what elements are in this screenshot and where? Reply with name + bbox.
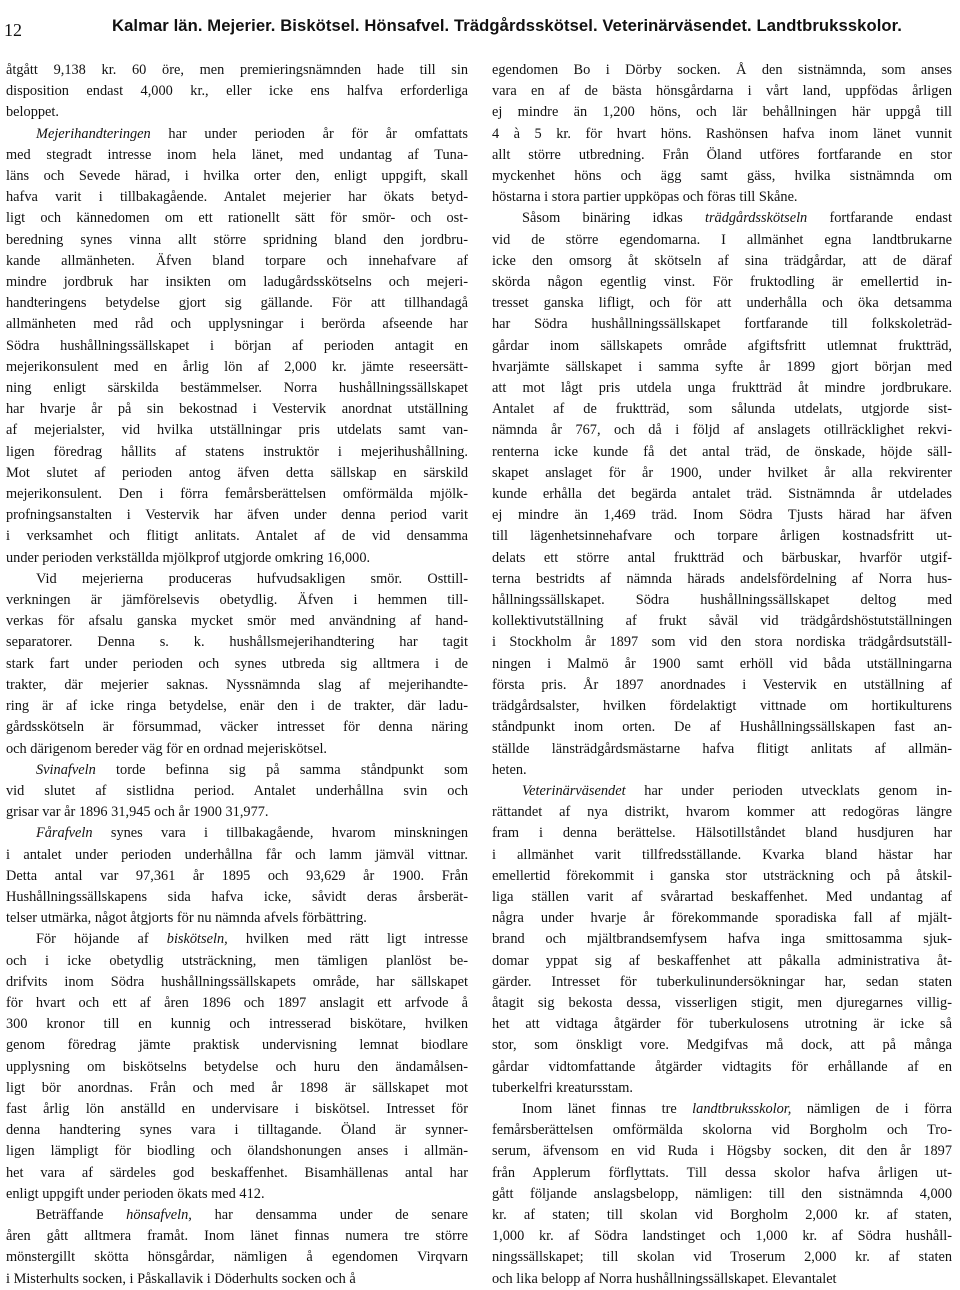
line-text: emellertid förekommit i ganska stor utsträckning och på åtskil-	[492, 867, 952, 884]
line-text: grisar var år 1896 31,945 och år 1900 31,977.	[6, 804, 269, 821]
line-text: åtagit sig bekosta dessa, visserligen stigit, men djuregarnes villig-	[492, 994, 952, 1011]
text-line	[492, 845, 952, 866]
text-line	[492, 336, 952, 357]
italic-keyword: biskötseln,	[166, 931, 228, 948]
line-text: af mejerialster, vid hvilka utställningar pris utdelats samt van-	[6, 422, 468, 439]
text-line	[6, 802, 468, 823]
text-line	[492, 1247, 952, 1268]
text-line	[492, 484, 952, 505]
text-line	[492, 739, 952, 760]
text-line	[6, 887, 468, 908]
line-text: till lägenhetsinnehafvare och torpare årligen kostnadsfritt ut-	[492, 528, 952, 545]
text-line	[492, 272, 952, 293]
text-line	[492, 314, 952, 335]
text-line	[492, 654, 952, 675]
text-line	[492, 81, 952, 102]
text-line	[6, 505, 468, 526]
text-line	[492, 124, 952, 145]
italic-keyword: landtbruksskolor,	[692, 1100, 792, 1117]
line-text: skapet anslaget för år 1900, under hvilket år alla rekvirenter	[492, 464, 952, 481]
italic-keyword: Fårafveln	[36, 825, 93, 842]
text-line	[492, 887, 952, 908]
line-text: heten.	[492, 761, 527, 778]
text-line	[492, 420, 952, 441]
line-text: i Misterhults socken, i Påskallavik i Döderhults socken och å	[6, 1270, 356, 1287]
line-text: att mot lågt pris utdela unga fruktträd åt mindre jordbrukare.	[492, 380, 952, 397]
text-line	[492, 611, 952, 632]
text-line	[492, 569, 952, 590]
line-text: ligen föredrag hållits af statens instruktör i mejerihushållning.	[6, 443, 468, 460]
line-text: icke den omsorg åt skötseln af sina trädgårdar, att de däraf	[492, 252, 952, 269]
line-text: ej mindre än 1,469 träd. Inom Södra Tjusts härad har äfven	[492, 507, 952, 524]
text-line	[492, 1057, 952, 1078]
text-line	[6, 845, 468, 866]
page-number: 12	[4, 20, 22, 40]
text-line	[6, 760, 468, 781]
line-text: beloppet.	[6, 104, 59, 121]
line-text: i antalet under perioden underhållna får och lamm jämväl vittnar.	[6, 846, 468, 863]
line-text: har hvarje år på sin bekostnad i Vestervik anordnat utställning	[6, 401, 468, 418]
line-text: upplysning om biskötselns betydelse och huru den ändamålsen-	[6, 1058, 468, 1075]
text-line	[6, 739, 468, 760]
text-line	[492, 1078, 952, 1099]
text-line	[6, 1269, 468, 1290]
line-text: brand och mjältbrandsemfysem hafva inga smittosamma sjuk-	[492, 931, 952, 948]
line-text: Mot slutet af perioden antog äfven detta sällskap en särskild	[6, 464, 468, 481]
line-text: mindre jordbruk har insikten om ladugårdsskötselns och mejeri-	[6, 274, 468, 291]
line-text: kollektivutställning af frukt såväl vid trädgårdshöstutställningen	[492, 613, 952, 630]
line-text: domar yppat sig af beskaffenhet att påkalla administrativa åt-	[492, 952, 952, 969]
line-text: verkas för afsalu ganska mycket smör med användning af hand-	[6, 613, 468, 630]
text-line	[492, 187, 952, 208]
text-line	[6, 632, 468, 653]
text-line	[6, 1163, 468, 1184]
line-text: mejerikonsulent. Den i förra femårsberättelsen omförmälda mjölk-	[6, 486, 468, 503]
text-line	[492, 908, 952, 929]
line-text: enligt uppgift under perioden ökats med 412.	[6, 1185, 265, 1202]
line-text: vara en af de bästa hönsgårdarna i vårt land, uppfödas årligen	[492, 83, 952, 100]
text-line	[6, 781, 468, 802]
line-text: ställde länsträdgårdsmästarne hafva flitigt anlitats af allmän-	[492, 740, 952, 757]
line-text: tresset ganska lifligt, och för att underhålla och öka detsamma	[492, 295, 952, 312]
line-text: liga ställen varit af svårartad beskaffenhet. Med undantag af	[492, 888, 952, 905]
text-line	[492, 696, 952, 717]
line-text: hållningssällskapet. Södra hushållningssällskapet deltog med	[492, 592, 952, 609]
italic-keyword: hönsafveln,	[126, 1206, 192, 1223]
text-line	[6, 908, 468, 929]
line-text: nämligen de i förra	[791, 1100, 952, 1117]
text-line	[6, 60, 468, 81]
text-line	[6, 145, 468, 166]
text-line	[6, 866, 468, 887]
text-line	[492, 293, 952, 314]
line-text: och i icke obetydlig utsträckning, men tämligen planlöst be-	[6, 952, 468, 969]
text-line	[6, 1014, 468, 1035]
text-line	[6, 654, 468, 675]
text-line	[492, 1226, 952, 1247]
text-line	[6, 590, 468, 611]
line-text: första pris. År 1897 anordnades i Vestervik en utställning af	[492, 676, 952, 693]
line-text: ningen i Malmö år 1900 samt erhöll vid båda utställningarna	[492, 655, 952, 672]
text-line	[492, 802, 952, 823]
line-text: några under hvarje år förekommande sporadiska fall af mjält-	[492, 910, 952, 927]
line-text: under perioden verkställda mjölkprof utgjorde omkring 16,000.	[6, 549, 371, 566]
text-line	[6, 1141, 468, 1162]
line-text: het att vidtaga åtgärder för tuberkulosens utrotning är icke så	[492, 1016, 952, 1033]
line-text: ring är af icke ringa betydelse, enär den i de trakter, där ladu-	[6, 698, 468, 715]
line-text: ligt och kännedomen om ett rationellt sätt för smör- och ost-	[6, 210, 468, 227]
line-text: trakter, där mejerier saknas. Nyssnämnda slag af mejerihandte-	[6, 676, 468, 693]
text-line	[6, 823, 468, 844]
text-line	[492, 1099, 952, 1120]
text-line	[492, 378, 952, 399]
text-line	[492, 102, 952, 123]
line-text: åtgått 9,138 kr. 60 öre, men premieringsnämnden hade till sin	[6, 62, 468, 78]
line-text: myckenhet höns och ägg samt gäss, hvilka sistnämnda om	[492, 168, 952, 185]
line-text: fast årlig lön anställd en undervisare i biskötsel. Intresset för	[6, 1100, 468, 1117]
line-text: serum, äfvensom en vid Ruda i Högsby socken, dit den år 1897	[492, 1143, 952, 1160]
text-line	[492, 1035, 952, 1056]
line-text: i verksamhet och flitigt anlitats. Antalet af de vid densamma	[6, 528, 468, 545]
line-text: från Applerum förflyttats. Till dessa skolor hafva årligen ut-	[492, 1164, 952, 1181]
text-line	[6, 929, 468, 950]
line-text: Detta antal var 97,361 år 1895 och 93,629 år 1900. Från	[6, 867, 468, 884]
italic-keyword: Mejerihandteringen	[36, 125, 151, 142]
line-text: rättandet af nya distrikt, hvarom kommer att redogöras längre	[492, 804, 952, 821]
text-line	[492, 1269, 952, 1290]
line-text: ligt bör anordnas. Från och med år 1898 är sällskapet mot	[6, 1079, 468, 1096]
line-text: tuberkelfri kreatursstam.	[492, 1079, 633, 1096]
text-line	[492, 463, 952, 484]
line-text: gårdar inom sällskapets område afgiftsfritt utlemnat fruktträd,	[492, 337, 952, 354]
text-line	[492, 505, 952, 526]
text-line	[6, 1205, 468, 1226]
line-text: trädgårdsalster, hvilken fördelaktigt vittnade om hortikulturens	[492, 698, 952, 715]
text-line	[6, 102, 468, 123]
text-line	[6, 1120, 468, 1141]
line-text: ej mindre än 1,200 höns, och lär behållningen här uppgå till	[492, 104, 952, 121]
text-line	[6, 1035, 468, 1056]
text-line	[6, 951, 468, 972]
text-line	[6, 548, 468, 569]
text-line	[492, 632, 952, 653]
line-text: har under perioden utvecklats genom in-	[625, 782, 952, 799]
line-text: ning enligt särskilda bestämmelser. Norra hushållningssällskapet	[6, 380, 468, 397]
text-line	[6, 675, 468, 696]
text-line	[6, 251, 468, 272]
line-text: drifvits inom Södra hushållningssällskapets område, har sällskapet	[6, 973, 468, 990]
text-line	[6, 1226, 468, 1247]
text-line	[492, 1141, 952, 1162]
line-text: ligen lämpligt för biodling och ölandshonungen anses i allmän-	[6, 1143, 468, 1160]
line-text: gårdsskötseln är försummad, väcker intresset för denna näring	[6, 719, 468, 736]
line-text: fortfarande endast	[807, 210, 952, 227]
text-line	[6, 1078, 468, 1099]
text-line	[6, 1099, 468, 1120]
line-text: delats ett större antal fruktträd och bärbuskar, hvarför utgif-	[492, 549, 952, 566]
text-line	[6, 1057, 468, 1078]
text-line	[6, 484, 468, 505]
line-text: och därigenom bereder väg för en ordnad mejeriskötsel.	[6, 740, 328, 757]
line-text: höstarna i stora partier uppköpas och föras till Skåne.	[492, 189, 798, 206]
line-text: verkningen är jämförelsevis obetydlig. Äfven i hemmen till-	[6, 592, 468, 609]
text-line	[492, 1205, 952, 1226]
text-line	[6, 696, 468, 717]
text-line	[492, 208, 952, 229]
line-text: terna bestridts af nämnda härads andelsfördelning af Norra hus-	[492, 570, 952, 587]
text-line	[492, 590, 952, 611]
text-line	[6, 208, 468, 229]
text-line	[6, 611, 468, 632]
line-text: läns och Sevede härad, i hvilka orter den, enligt uppgift, skall	[6, 168, 468, 185]
text-line	[492, 866, 952, 887]
text-line	[6, 272, 468, 293]
line-text: ningssällskapet; till skolan vid Troserum 2,000 kr. af staten	[492, 1249, 952, 1266]
line-text: disposition endast 4,000 kr., eller icke ens halfva erforderliga	[6, 83, 468, 100]
line-text: allt större utbredning. Från Öland utföres fortfarande en stor	[492, 146, 952, 163]
text-line	[492, 166, 952, 187]
line-text: separatorer. Denna s. k. hushållsmejerihandtering har tagit	[6, 634, 468, 651]
running-header	[0, 14, 960, 44]
left-text-column	[6, 60, 468, 1290]
line-text: för hvart och ett af åren 1896 och 1897 anslagit ett arfvode å	[6, 994, 468, 1011]
line-text: synes vara i tillbakagående, hvarom minskningen	[92, 825, 468, 842]
line-text: 300 kronor till en kunnig och intresserad biskötare, hvilken	[6, 1016, 468, 1033]
text-line	[492, 60, 952, 81]
line-text: med stegradt intresse inom hela länet, med undantag af Tuna-	[6, 146, 468, 163]
text-line	[492, 1014, 952, 1035]
text-line	[6, 1184, 468, 1205]
line-text: hafva varit i tillbakagående. Antalet mejerier har ökats betyd-	[6, 189, 468, 206]
line-text: vid slutet af sistlidna period. Antalet underhållna svin och	[6, 782, 468, 799]
text-line	[492, 357, 952, 378]
line-text: har densamma under de senare	[191, 1206, 468, 1223]
text-line	[492, 823, 952, 844]
text-line	[6, 187, 468, 208]
line-text: Inom länet finnas tre	[522, 1100, 693, 1117]
text-line	[492, 548, 952, 569]
text-line	[492, 717, 952, 738]
text-line	[492, 972, 952, 993]
line-text: allmänheten med råd och upplysningar i berörda afseende har	[6, 316, 468, 333]
text-line	[492, 929, 952, 950]
text-line	[492, 760, 952, 781]
line-text: hvarjämte sällskapet i samma syfte år 1899 gjort början med	[492, 358, 952, 375]
line-text: 4 à 5 kr. för hvart höns. Rashönsen hafva inom länet vunnit	[492, 125, 952, 142]
text-line	[6, 357, 468, 378]
text-line	[6, 314, 468, 335]
line-text: het vara af särdeles god beskaffenhet. Bisamhällenas antal har	[6, 1164, 468, 1181]
text-line	[6, 399, 468, 420]
line-text: 1,000 kr. af Södra landstinget och 1,000 kr. af Södra hushåll-	[492, 1228, 952, 1245]
text-line	[492, 781, 952, 802]
line-text: Hushållningssällskapens sida hafva icke, såvidt deras årsberät-	[6, 888, 468, 905]
line-text: gått följande anslagsbelopp, nämligen: till den sistnämnda 4,000	[492, 1185, 952, 1202]
line-text: nämnda år 767, och då i följd af anslagets otillräcklighet rekvi-	[492, 422, 952, 439]
text-line	[6, 569, 468, 590]
text-line	[6, 378, 468, 399]
line-text: ståndpunkt inom orten. De af Hushållningssällskapen fast an-	[492, 719, 952, 736]
text-line	[492, 1184, 952, 1205]
text-line	[6, 463, 468, 484]
italic-keyword: trädgårdsskötseln	[704, 210, 808, 227]
line-text: egendomen Bo i Dörby socken. Å den sistnämnda, som anses	[492, 62, 952, 78]
text-line	[6, 230, 468, 251]
text-line	[492, 145, 952, 166]
line-text: stor, som önskligt vore. Medgifvas må dock, att på många	[492, 1037, 952, 1054]
line-text: hvilken med rätt ligt intresse	[227, 931, 468, 948]
header-topics: Kalmar län. Mejerier. Biskötsel. Hönsafvel. Trädgårdsskötsel. Veterinärväsendet. Landtbruksskolor.	[112, 16, 903, 35]
line-text: har under perioden år för år omfattats	[150, 125, 468, 142]
line-text: Såsom binäring idkas	[522, 210, 705, 227]
text-line	[6, 420, 468, 441]
italic-keyword: Veterinärväsendet	[522, 782, 626, 799]
line-text: genom föredrag jämte praktisk undervisning lemnat biodlare	[6, 1037, 468, 1054]
line-text: profningsanstalten i Vestervik har äfven under denna period varit	[6, 507, 468, 524]
line-text: åren gått alltmera framåt. Inom länet finnas numera tre större	[6, 1228, 468, 1245]
text-line	[6, 336, 468, 357]
line-text: kande allmänheten. Äfven bland torpare och innehafvare af	[6, 252, 468, 269]
text-line	[492, 1163, 952, 1184]
text-line	[6, 293, 468, 314]
line-text: fram i denna berättelse. Hälsotillståndet bland husdjuren har	[492, 825, 952, 842]
line-text: och lika belopp af Norra hushållningssällskapet. Elevantalet	[492, 1270, 837, 1287]
text-line	[6, 993, 468, 1014]
text-line	[492, 675, 952, 696]
text-line	[6, 526, 468, 547]
line-text: vid de större egendomarna. I allmänhet egna landtbrukarne	[492, 231, 952, 248]
text-line	[6, 166, 468, 187]
line-text: Södra hushållningssällskapet i början af perioden antagit en	[6, 337, 468, 354]
text-line	[492, 251, 952, 272]
text-line	[6, 81, 468, 102]
line-text: har Södra hushållningssällskapet fortfarande till folkskoleträd-	[492, 316, 952, 333]
line-text: mönstergillt skötta hönsgårdar, nämligen å egendomen Virqvarn	[6, 1249, 468, 1266]
text-line	[492, 399, 952, 420]
text-line	[492, 993, 952, 1014]
line-text: femårsberättelsen omförmälda skolorna vid Borgholm och Tro-	[492, 1122, 952, 1139]
line-text: handteringens betydelse gjort sig gällande. För att tillhandagå	[6, 295, 468, 312]
text-line	[6, 442, 468, 463]
text-line	[6, 1247, 468, 1268]
text-line	[6, 972, 468, 993]
line-text: skörda någon egentlig vinst. För fruktodling är emellertid in-	[492, 274, 952, 291]
line-text: kr. af staten; till skolan vid Borgholm 2,000 kr. af staten,	[492, 1206, 952, 1223]
text-line	[492, 951, 952, 972]
line-text: beredning synes vinna allt större spridning bland den jordbru-	[6, 231, 468, 248]
text-line	[492, 442, 952, 463]
italic-keyword: Svinafveln	[36, 761, 96, 778]
line-text: stark fart under perioden och synes utbreda sig alltmera i de	[6, 655, 468, 672]
line-text: Antalet af de fruktträd, som sålunda utdelats, utgjorde sist-	[492, 401, 952, 418]
line-text: kunde erhålla det begärda antalet träd. Sistnämnda år utdelades	[492, 486, 952, 503]
line-text: torde befinna sig på samma ståndpunkt som	[95, 761, 468, 778]
line-text: gärder. Intresset för tuberkulinundersökningar har, sedan staten	[492, 973, 952, 990]
text-line	[6, 124, 468, 145]
line-text: Vid mejerierna produceras hufvudsakligen smör. Osttill-	[36, 570, 468, 587]
line-text: mejerikonsulent med en årlig lön af 2,000 kr. jämte reseersätt-	[6, 358, 468, 375]
text-line	[492, 230, 952, 251]
line-text: telser utmärka, något åtgjorts för nu nämnda afvels förbättring.	[6, 910, 367, 927]
line-text: Beträffande	[36, 1206, 127, 1223]
line-text: denna handtering synes vara i tilltagande. Öland är synner-	[6, 1122, 468, 1139]
line-text: i allmänhet varit tillfredsställande. Kvarka bland hästar har	[492, 846, 952, 863]
text-line	[6, 717, 468, 738]
line-text: i Stockholm år 1897 som vid den stora nordiska trädgårdsutställ-	[492, 634, 952, 651]
right-text-column	[492, 60, 952, 1290]
text-line	[492, 526, 952, 547]
line-text: gårdar vidtomfattande åtgärder vidtagits för erhållande af en	[492, 1058, 952, 1075]
line-text: renterna icke kunde få det antal träd, de önskade, höjde säll-	[492, 443, 952, 460]
text-line	[492, 1120, 952, 1141]
line-text: För höjande af	[36, 931, 167, 948]
